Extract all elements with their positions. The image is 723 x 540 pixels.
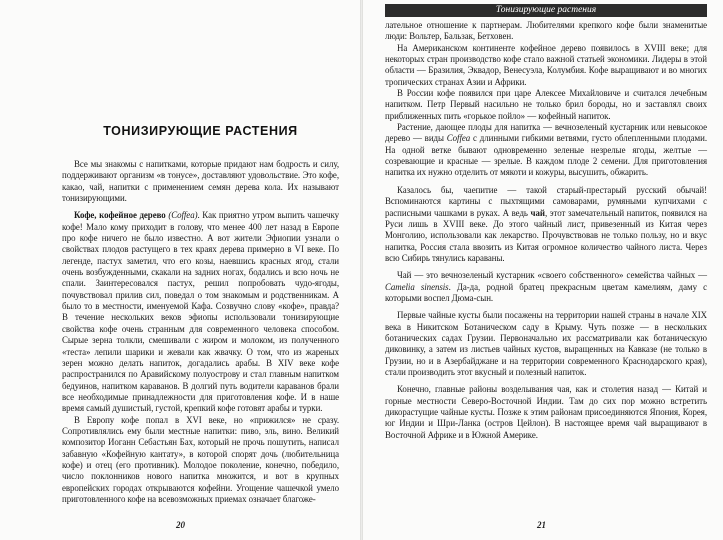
tea-intro-start: Казалось бы, чаепитие — такой старый-престарый русский обычай! Вспоминаются картины с пыхтящими самоварами, румяными купчихами с расписными чашками в руках. А ведь <box>385 184 707 218</box>
tea-latin-name: Camelia sinensis <box>385 281 449 292</box>
tea-intro-end: , этот замечательный напиток, появился на Руси лишь в XVIII веке. До этого чайный лист, привезенный из Китая через Монголию, использовали как лекарство. Прочувствовав не только пользу, но и вкус напитка, Россия стала ввозить из Китая огромное количество чайного листа. Через всю Сибирь тянулись караваны. <box>385 207 707 263</box>
left-page-text <box>62 159 339 505</box>
intro-paragraph: Все мы знакомы с напитками, которые придают нам бодрость и силу, поддерживают организм «в тонусе», доставляют удовольствие. Это кофе, какао, чай, напитки с применением семян дерева кола. Их называют тонизирующими. <box>62 159 339 204</box>
plant-paragraph <box>385 122 707 179</box>
page-number-left: 20 <box>176 520 185 530</box>
plant-text-end: с длинными гибкими ветвями, густо облепленными плодами. На одной ветке бывают одновременно зеленые незрелые ягоды, желтые — созревающие и красные — зрелые. В каждом плоде 2 семени. Для приготовления напитка их нужно отделить от мякоти и кожуры, высушить, обжарить. <box>385 133 707 178</box>
right-page <box>363 0 723 540</box>
plant-text-start: Растение, дающее плоды для напитка — вечнозеленый кустарник или невысокое дерево — виды <box>385 122 707 144</box>
coffee-text: . Как приятно утром выпить чашечку кофе! Мало кому приходит в голову, что менее 400 лет назад в Европе про кофе ничего не было известно. А вот жители Эфиопии узнали о свойствах плодов растущего в тех краях дерева примерно в VI веке. По легенде, пастух заметил, что его козы, наевшись красных ягод, стали очень возбужденными, скакали на задних ногах, бодались и всю ночь не спали. Заинтересовался пастух, решил попробовать чудо-ягоды, почувствовал прилив сил, поведал о том знакомым и родственникам. А было то в местности, именуемой Кафа. Созвучно слову «кофе», правда? В течение нескольких веков эфиопы использовали тонизирующие свойства кофе очень странным для современного человека способом. Сырые зерна толкли, смешивали с жиром и молоком, из полученного «теста» лепили шарики и жевали как жвачку. О том, что из жареных зерен можно делать напиток, догадались арабы. В XIV веке кофе распространился по Аравийскому полуострову и стал главным напитком бедуинов, напитком караванов. В долгий путь водители караванов брали все необходимые принадлежности для приготовления кофе. И в наше время самый душистый, густой, крепкий кофе готовят арабы и турки. <box>62 210 339 414</box>
tea-regions-paragraph: Конечно, главные районы возделывания чая, как и столетия назад — Китай и горные местности Северо-Восточной Индии. Там до сих пор можно встретить дикорастущие чайные кусты. Позже к этим районам присоединяются Япония, Корея, юг Индии и Шри-Ланка (остров Цейлон). В настоящее время чай выращивают в Восточной Африке и в Южной Америке. <box>385 384 707 440</box>
tea-bush-end: . Да-да, родной братец прекрасным цветам камелиям, даму с которыми воспел Дюма-сын. <box>385 281 707 303</box>
america-paragraph: На Американском континенте кофейное дерево появилось в XVIII веке; для некоторых стран производство кофе стало важной статьей экономики. Лидеры в этой области — Бразилия, Эквадор, Венесуэла, Колумбия. Кофе выращивают и во многих тропических странах Азии и Африки. <box>385 42 707 87</box>
tea-term: чай <box>530 207 545 218</box>
chapter-title: ТОНИЗИРУЮЩИЕ РАСТЕНИЯ <box>103 124 298 138</box>
tea-intro-paragraph <box>385 185 707 264</box>
europe-paragraph: В Европу кофе попал в XVI веке, но «прижился» не сразу. Сопротивлялись ему были местные напитки: пиво, эль, вино. Великий композитор Иоганн Себастьян Бах, который не прочь пошутить, написал забавную «Кофейную кантату», в которой спорят дочь (любительница кофе) и отец (его противник). Молодое поколение, конечно, победило, число поклонников нового напитка множится, и вот в крупных европейских городах открываются кофейни. Угощение чашечкой умело приготовленного кофе на всевозможных приемах означает благоже- <box>62 414 339 504</box>
left-page <box>0 0 360 540</box>
page-number-right: 21 <box>537 520 546 530</box>
plant-latin-name: Coffea <box>446 133 471 144</box>
coffee-paragraph <box>62 210 339 414</box>
continuation-paragraph: лательное отношение к партнерам. Любителями крепкого кофе были знаменитые люди: Вольтер, Бальзак, Бетховен. <box>385 20 707 42</box>
tea-bush-paragraph <box>385 270 707 304</box>
coffee-latin-name: (Coffea) <box>168 210 198 221</box>
running-header: Тонизирующие растения <box>385 4 707 17</box>
right-page-text <box>385 20 707 441</box>
russia-coffee-paragraph: В России кофе появился при царе Алексее Михайловиче и считался лечебным напитком. Петр Первый насильно не только брил бороды, но и заставлял своих приближенных пить «горькое пойло» — кофейный напиток. <box>385 88 707 121</box>
tea-bush-start: Чай — это вечнозеленый кустарник «своего собственного» семейства чайных — <box>397 270 707 281</box>
coffee-term: Кофе, кофейное дерево <box>74 210 166 221</box>
tea-russia-paragraph: Первые чайные кусты были посажены на территории нашей страны в начале XIX века в Никитском Ботаническом саду в Крыму. Чуть позже — в нескольких ботанических садах Грузии. Первоначально их рассматривали как ботаническую диковинку, а затем из листьев чайных кустов, выращенных на Кавказе (не только в Грузии, но и в Азербайджане и на территории современного Краснодарского края), стали производить этот вкусный и полезный напиток. <box>385 310 707 377</box>
